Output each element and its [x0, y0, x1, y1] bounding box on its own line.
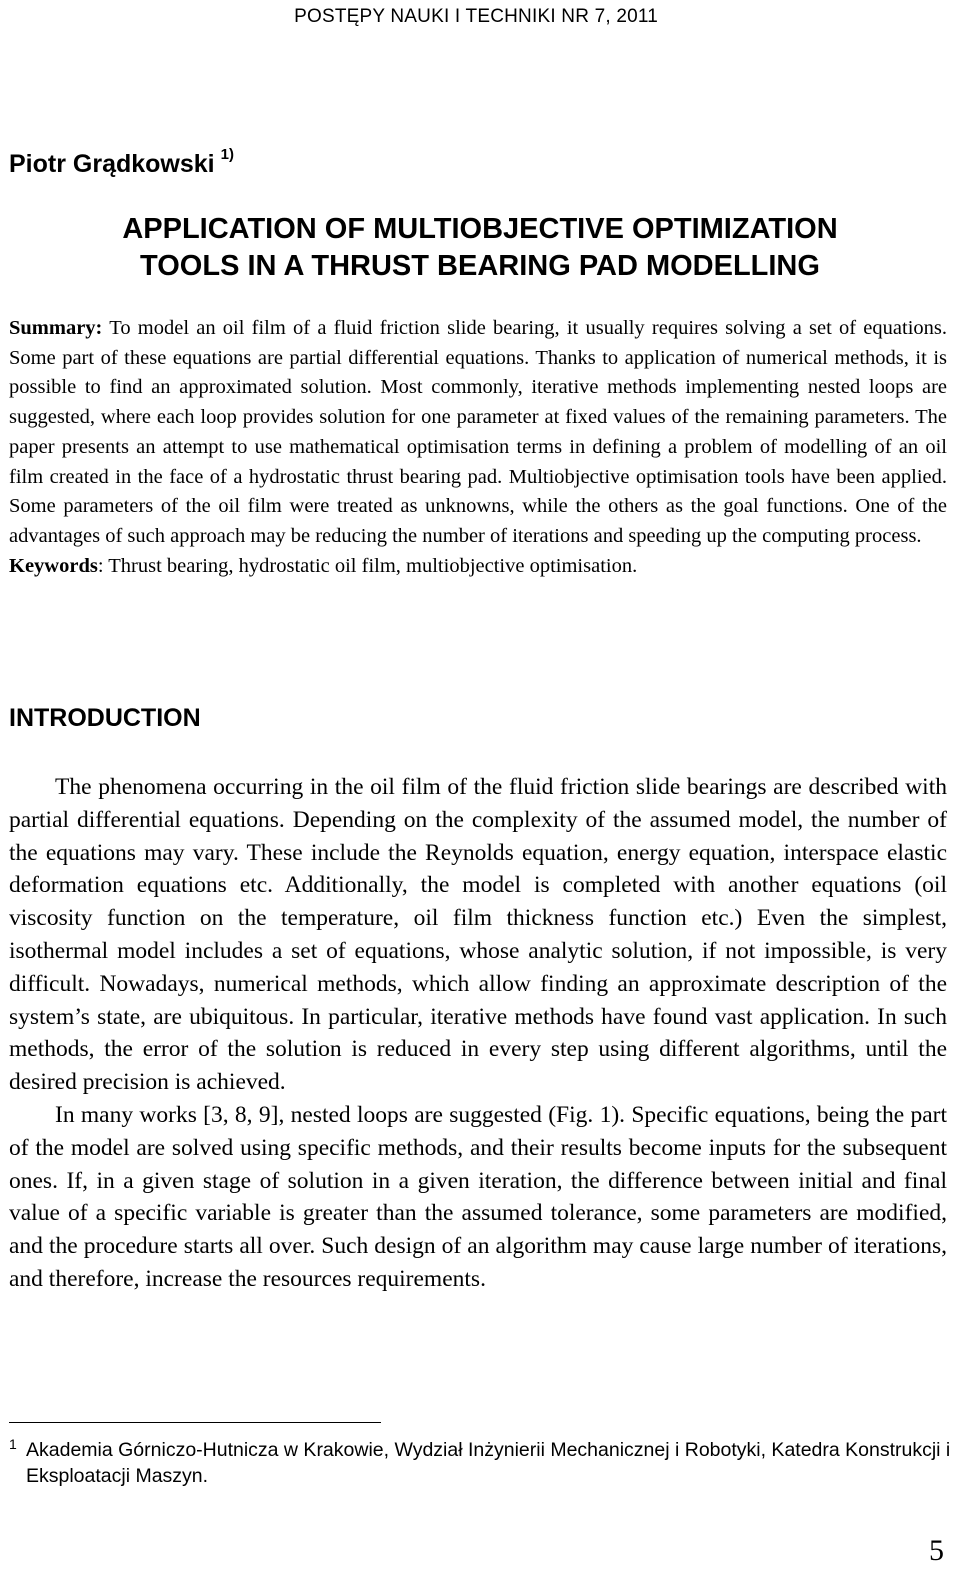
paper-title [0, 211, 960, 285]
summary-block [9, 314, 947, 581]
keywords-text: : Thrust bearing, hydrostatic oil film, multiobjective optimisation. [97, 554, 638, 577]
footnote-mark: 1 [9, 1436, 17, 1452]
running-header: POSTĘPY NAUKI I TECHNIKI NR 7, 2011 [294, 6, 658, 27]
page-number: 5 [929, 1534, 944, 1567]
paper-title-line-1: APPLICATION OF MULTIOBJECTIVE OPTIMIZATION [122, 213, 838, 245]
introduction-paragraph-2: In many works [3, 8, 9], nested loops are suggested (Fig. 1). Specific equations, being the part of the model are solved using specific methods, and their results become inputs for the subsequent ones. If, in a given stage of solution in a given iteration, the difference between initial and final value of a specific variable is greater than the assumed tolerance, some parameters are modified, and the procedure starts all over. Such design of an algorithm may cause large number of iterations, and therefore, increase the resources requirements. [9, 1101, 947, 1292]
footnote-divider [9, 1422, 381, 1423]
introduction-body [9, 771, 947, 1296]
paper-title-line-2: TOOLS IN A THRUST BEARING PAD MODELLING [140, 250, 820, 282]
keywords-label: Keywords [9, 554, 98, 577]
author-name-text: Piotr Grądkowski [9, 150, 215, 178]
affiliation-mark: 1) [220, 146, 234, 163]
footnote-text: Akademia Górniczo-Hutnicza w Krakowie, Wydział Inżynierii Mechanicznej i Robotyki, Katedra Konstrukcji i Eksploatacji Maszyn. [26, 1439, 951, 1487]
summary-text: To model an oil film of a fluid friction slide bearing, it usually requires solving a set of equations. Some part of these equations are partial differential equations. Thanks to application of numerical methods, it is possible to find an approximated solution. Most commonly, iterative methods implementing nested loops are suggested, where each loop provides solution for one parameter at fixed values of the remaining parameters. The paper presents an attempt to use mathematical optimisation terms in defining a problem of modelling of an oil film created in the face of a hydrostatic thrust bearing pad. Multiobjective optimisation tools have been applied. Some parameters of the oil film were treated as unknowns, while the others as the goal functions. One of the advantages of such approach may be reducing the number of iterations and speeding up the computing process. [9, 317, 947, 547]
keywords-paragraph [9, 552, 947, 582]
summary-label: Summary: [9, 317, 103, 339]
summary-paragraph [9, 314, 947, 552]
section-heading-introduction: INTRODUCTION [9, 704, 201, 732]
author-name [9, 146, 234, 179]
footnote [9, 1437, 954, 1489]
introduction-paragraph-1: The phenomena occurring in the oil film of the fluid friction slide bearings are described with partial differential equations. Depending on the complexity of the assumed model, the number of the equations may vary. These include the Reynolds equation, energy equation, interspace elastic deformation equations etc. Additionally, the model is completed with another equations (oil viscosity function on the temperature, oil film thickness function etc.) Even the simplest, isothermal model includes a set of equations, whose analytic solution, if not impossible, is very difficult. Nowadays, numerical methods, which allow finding an approximate description of the system’s state, are ubiquitous. In particular, iterative methods have found vast application. In such methods, the error of the solution is reduced in every step using different algorithms, until the desired precision is achieved. [9, 774, 947, 1096]
